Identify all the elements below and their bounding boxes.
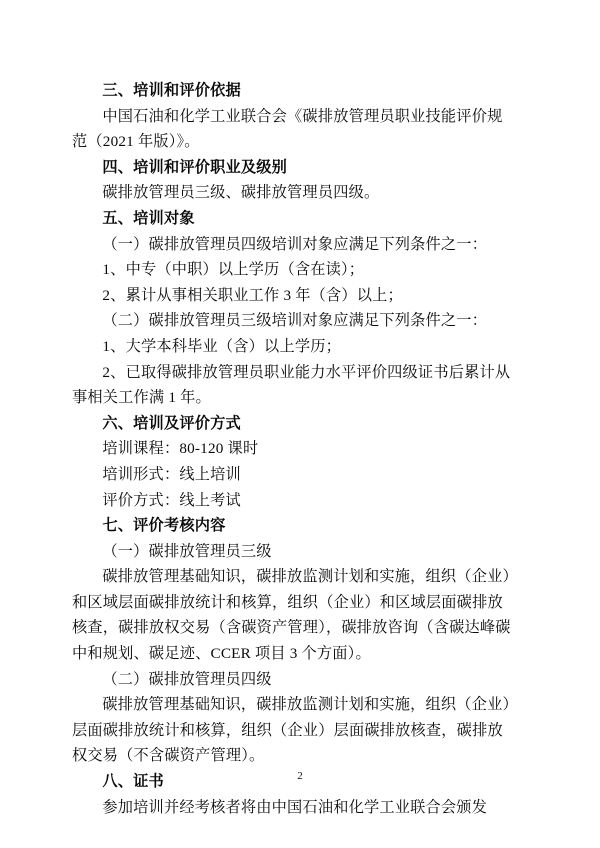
section-heading-7: 七、评价考核内容 bbox=[102, 517, 226, 535]
paragraph-basis-line-2: 范（2021 年版）》。 bbox=[72, 133, 200, 151]
paragraph-level3-content-line-3: 核查，碳排放权交易（含碳资产管理），碳排放咨询（含碳达峰碳 bbox=[72, 619, 511, 637]
section-heading-3: 三、培训和评价依据 bbox=[102, 82, 241, 99]
paragraph-level3-item-1: 1、大学本科毕业（含）以上学历； bbox=[102, 337, 341, 355]
paragraph-basis-line-1: 中国石油和化学工业联合会《碳排放管理员职业技能评价规 bbox=[102, 107, 503, 125]
paragraph-level4-item-1: 1、中专（中职）以上学历（含在读）； bbox=[102, 261, 365, 279]
paragraph-level3-item-2-line-2: 事相关工作满 1 年。 bbox=[72, 389, 211, 407]
paragraph-level3-content-line-4: 中和规划、碳足迹、CCER 项目 3 个方面）。 bbox=[72, 645, 371, 663]
section-heading-6: 六、培训及评价方式 bbox=[102, 414, 241, 432]
paragraph-level3-intro: （二）碳排放管理员三级培训对象应满足下列条件之一： bbox=[102, 312, 488, 330]
paragraph-level4-subtitle: （二）碳排放管理员四级 bbox=[102, 670, 272, 688]
paragraph-level4-intro: （一）碳排放管理员四级培训对象应满足下列条件之一： bbox=[102, 235, 488, 253]
paragraph-level3-content-line-2: 和区域层面碳排放统计和核算，组织（企业）和区域层面碳排放 bbox=[72, 593, 503, 611]
paragraph-course-hours: 培训课程：80-120 课时 bbox=[102, 440, 259, 458]
section-heading-5: 五、培训对象 bbox=[102, 209, 195, 227]
paragraph-level4-content-line-2: 层面碳排放统计和核算，组织（企业）层面碳排放核查，碳排放 bbox=[72, 721, 503, 739]
section-heading-4: 四、培训和评价职业及级别 bbox=[102, 158, 288, 176]
paragraph-certificate: 参加培训并经考核者将由中国石油和化学工业联合会颁发 bbox=[102, 798, 488, 816]
paragraph-evaluation-method: 评价方式：线上考试 bbox=[102, 491, 241, 509]
paragraph-level3-content-line-1: 碳排放管理基础知识，碳排放监测计划和实施，组织（企业） bbox=[102, 568, 518, 586]
paragraph-level3-item-2-line-1: 2、已取得碳排放管理员职业能力水平评价四级证书后累计从 bbox=[102, 363, 511, 381]
paragraph-level4-content-line-1: 碳排放管理基础知识，碳排放监测计划和实施，组织（企业） bbox=[102, 696, 518, 714]
paragraph-level3-subtitle: （一）碳排放管理员三级 bbox=[102, 542, 272, 560]
paragraph-level4-item-2: 2、累计从事相关职业工作 3 年（含）以上； bbox=[102, 286, 403, 304]
section-heading-8: 八、证书 bbox=[102, 773, 164, 791]
paragraph-training-format: 培训形式：线上培训 bbox=[102, 465, 241, 483]
page-number: 2 bbox=[297, 770, 303, 782]
paragraph-level4-content-line-3: 权交易（不含碳资产管理）。 bbox=[72, 747, 265, 765]
document-body bbox=[72, 78, 528, 820]
paragraph-levels: 碳排放管理员三级、碳排放管理员四级。 bbox=[102, 184, 380, 202]
